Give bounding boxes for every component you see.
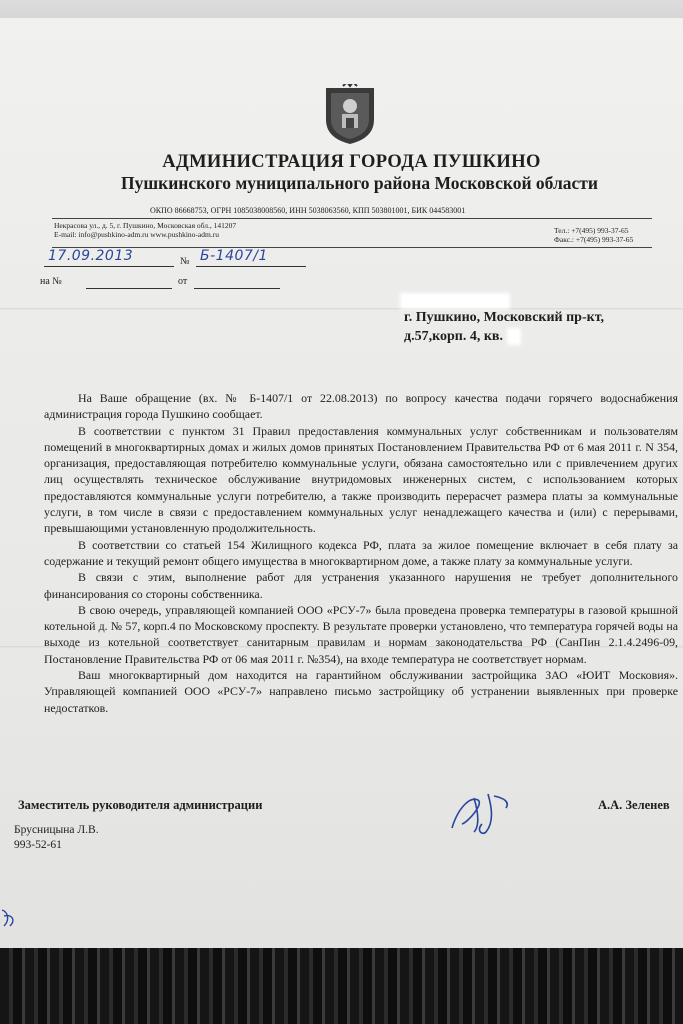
org-address: Некрасова ул., д. 5, г. Пушкино, Московская обл., 141207: [54, 221, 237, 230]
header-divider: [52, 218, 652, 219]
body-paragraph: В связи с этим, выполнение работ для устранения указанного нарушения не требует дополнительного финансирования со стороны собственника.: [44, 570, 678, 601]
org-phone: Тел.: +7(495) 993-37-65: [554, 226, 629, 235]
handwritten-mark: [0, 906, 20, 932]
registry-codes: ОКПО 86668753, ОГРН 1085038008560, ИНН 5038063560, КПП 503801001, БИК 044583001: [150, 206, 466, 215]
body-paragraph: На Ваше обращение (вх. № Б-1407/1 от 22.08.2013) по вопросу качества подачи горячего водоснабжения администрация города Пушкино сообщает.: [44, 391, 678, 422]
body-paragraph: В свою очередь, управляющей компанией ООО «РСУ-7» была проведена проверка температуры в газовой крышной котельной д. № 57, корп.4 по Московскому проспекту. В результате проверки установлено, что температура горячей воды на выходе из котельной соответствует санитарным правилам и нормам законодательства РФ (СанПин 2.1.4.2496-09, Постановление Правительства РФ от 06 мая 2011 г. №354), на входе температура не соответствует нормам.: [44, 602, 678, 666]
signatory-name: А.А. Зеленев: [598, 798, 670, 812]
redacted-recipient-name: [402, 295, 508, 307]
body-paragraph: В соответствии со статьей 154 Жилищного кодекса РФ, плата за жилое помещение включает в себя плату за содержание и текущий ремонт общего имущества в многоквартирном доме, а также плату за коммунальные услуги.: [44, 537, 678, 568]
org-email: E-mail: info@pushkino-adm.ru www.pushkino-adm.ru: [54, 230, 219, 239]
number-label: №: [180, 256, 190, 267]
signatory-title: Заместитель руководителя администрации: [18, 798, 263, 812]
org-fax: Факс.: +7(495) 993-37-65: [554, 235, 634, 244]
outgoing-number: Б-1407/1: [200, 248, 268, 264]
executor-phone: 993-52-61: [14, 839, 62, 851]
handwritten-signature: [448, 788, 518, 838]
org-subtitle: Пушкинского муниципального района Московской области: [121, 173, 598, 193]
body-paragraph: В соответствии с пунктом 31 Правил предоставления коммунальных услуг собственникам и пользователям помещений в многоквартирных домах и жилых домов принятых Постановлением Правительства РФ от 6 мая 2011 г. N 354, организация, предоставляющая потребителю коммунальные услуги, обязана самостоятельно или с привлечением других лиц осуществлять техническое обслуживание внутридомовых инженерных систем, с использованием которых предоставляются коммунальные услуги потребителю, а также производить перерасчет размера платы за коммунальные услуги, в том числе в связи с предоставлением коммунальных услуг ненадлежащего качества и (или) с перерывами, превышающими установленную продолжительность.: [44, 423, 678, 536]
recipient-address-line1: г. Пушкино, Московский пр-кт,: [404, 310, 605, 325]
incoming-number-line: [86, 288, 172, 289]
org-title: АДМИНИСТРАЦИЯ ГОРОДА ПУШКИНО: [162, 152, 541, 172]
recipient-address-line2: д.57,корп. 4, кв.: [404, 329, 519, 345]
incoming-date-line: [194, 288, 280, 289]
radiator-background: [0, 945, 683, 1024]
letter-body: [44, 390, 678, 716]
date-underline: [44, 266, 174, 267]
number-underline: [196, 266, 306, 267]
body-paragraph: Ваш многоквартирный дом находится на гарантийном обслуживании застройщика ЗАО «ЮИТ Московия». Управляющей компанией ООО «РСУ-7» направлено письмо застройщику об устранении выявленных при проверке недостатков.: [44, 668, 678, 715]
executor-name: Брусницына Л.В.: [14, 824, 99, 836]
outgoing-date: 17.09.2013: [48, 248, 134, 264]
header-divider: [52, 247, 652, 248]
incoming-date-label: от: [178, 276, 188, 287]
coat-of-arms-icon: [323, 84, 377, 146]
incoming-number-label: на №: [40, 276, 62, 287]
letter-page: [0, 18, 683, 948]
